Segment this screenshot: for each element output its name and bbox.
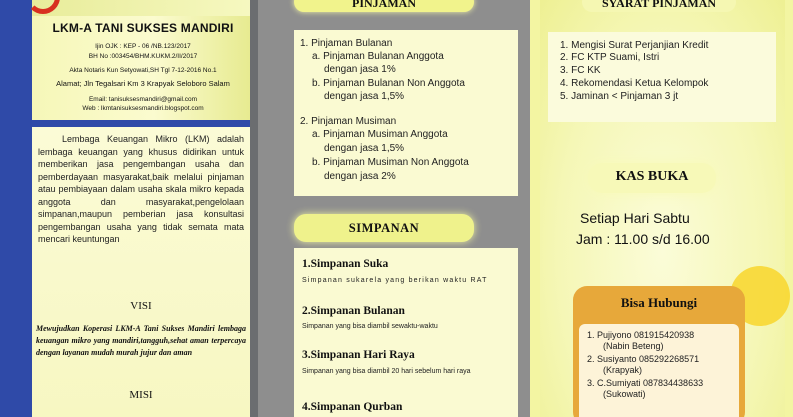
pinjaman-line: 1. Pinjaman Bulanan — [300, 38, 393, 49]
simpanan-item-title: 3.Simpanan Hari Raya — [302, 349, 415, 361]
syarat-item: 4. Rekomendasi Ketua Kelompok — [560, 78, 709, 89]
contact-card — [573, 286, 745, 417]
info-line: Email: tanisuksesmandiri@gmail.com — [88, 96, 198, 103]
simpanan-item-title: 4.Simpanan Qurban — [302, 401, 403, 413]
pinjaman-heading: PINJAMAN — [294, 0, 474, 12]
info-line: Akta Notaris Kun Setyowati,SH Tgl 7-12-2016 No.1 — [69, 67, 217, 74]
left-panel — [0, 0, 258, 417]
content-box — [32, 127, 250, 417]
pinjaman-line: dengan jasa 2% — [324, 171, 396, 182]
info-line: Web : lkmtanisuksesmandiri.blogspot.com — [82, 105, 204, 112]
kas-buka-heading: KAS BUKA — [588, 163, 716, 193]
syarat-item: 3. FC KK — [560, 65, 601, 76]
contact-list — [579, 324, 739, 417]
simpanan-heading: SIMPANAN — [294, 214, 474, 242]
pinjaman-line: 2. Pinjaman Musiman — [300, 116, 397, 127]
syarat-heading: SYARAT PINJAMAN — [582, 0, 736, 12]
contact-line: (Krapyak) — [603, 365, 643, 375]
header-box — [32, 16, 254, 120]
pinjaman-line: dengan jasa 1,5% — [324, 91, 405, 102]
pinjaman-line: b. Pinjaman Bulanan Non Anggota — [312, 78, 465, 89]
simpanan-item-title: 1.Simpanan Suka — [302, 258, 389, 270]
pinjaman-line: b. Pinjaman Musiman Non Anggota — [312, 157, 469, 168]
description-text: Lembaga Keuangan Mikro (LKM) adalah lembaga keuangan yang khusus didirikan untuk memberikan jasa pengembangan usaha dan pemberdayaan masyarakat,baik melalui pinjaman atau pembiayaan dalam usaha skala mikro kepada anggota dan masyarakat,pengelolaan simpanan,maupun pemberian jasa konsultasi pengembangan usaha yang tidak semata mata mencari keuntungan — [38, 134, 244, 244]
syarat-item: 1. Mengisi Surat Perjanjian Kredit — [560, 40, 709, 51]
syarat-box — [548, 32, 776, 122]
contact-line: 2. Susiyanto 085292268571 — [587, 354, 700, 364]
info-line: BH No :003454/BHM.KUKM.2/II/2017 — [88, 53, 198, 60]
pinjaman-line: dengan jasa 1% — [324, 64, 396, 75]
top-strip — [32, 0, 250, 16]
pinjaman-line: a. Pinjaman Bulanan Anggota — [312, 51, 444, 62]
info-line: Ijin OJK : KEP - 06 /NB.123/2017 — [95, 43, 191, 50]
contact-heading: Bisa Hubungi — [620, 295, 698, 310]
pinjaman-line: dengan jasa 1,5% — [324, 143, 405, 154]
simpanan-item-title: 2.Simpanan Bulanan — [302, 305, 405, 317]
contact-line: 1. Pujiyono 081915420938 — [587, 330, 695, 340]
org-title: LKM-A TANI SUKSES MANDIRI — [52, 21, 234, 35]
contact-line: 3. C.Sumiyati 087834438633 — [587, 378, 704, 388]
contact-line: (Sukowati) — [603, 389, 646, 399]
pinjaman-box — [294, 30, 518, 196]
visi-heading: VISI — [130, 300, 152, 312]
contact-line: (Nabin Beteng) — [603, 341, 664, 351]
syarat-item: 5. Jaminan < Pinjaman 3 jt — [560, 91, 679, 102]
info-line: Alamat; Jln Tegalsari Km 3 Krapyak Seloboro Salam — [56, 79, 230, 88]
simpanan-item-desc: Simpanan yang bisa diambil sewaktu-waktu — [302, 323, 438, 330]
kas-day: Setiap Hari Sabtu — [580, 210, 690, 226]
fold-divider — [250, 0, 258, 417]
simpanan-item-desc: Simpanan sukarela yang berikan waktu RAT — [302, 277, 488, 284]
middle-panel — [258, 0, 530, 417]
syarat-item: 2. FC KTP Suami, Istri — [560, 52, 660, 63]
simpanan-box — [294, 248, 518, 417]
visi-text: Mewujudkan Koperasi LKM-A Tani Sukses Mandiri lembaga keuangan mikro yang mandiri,tangguh,sehat aman terpercaya dengan layanan mudah murah jujur dan aman — [36, 324, 246, 357]
right-panel — [530, 0, 793, 417]
kas-time: Jam : 11.00 s/d 16.00 — [576, 231, 710, 247]
pinjaman-line: a. Pinjaman Musiman Anggota — [312, 129, 448, 140]
simpanan-item-desc: Simpanan yang bisa diambil 20 hari sebelum hari raya — [302, 368, 471, 375]
misi-heading: MISI — [129, 389, 153, 401]
